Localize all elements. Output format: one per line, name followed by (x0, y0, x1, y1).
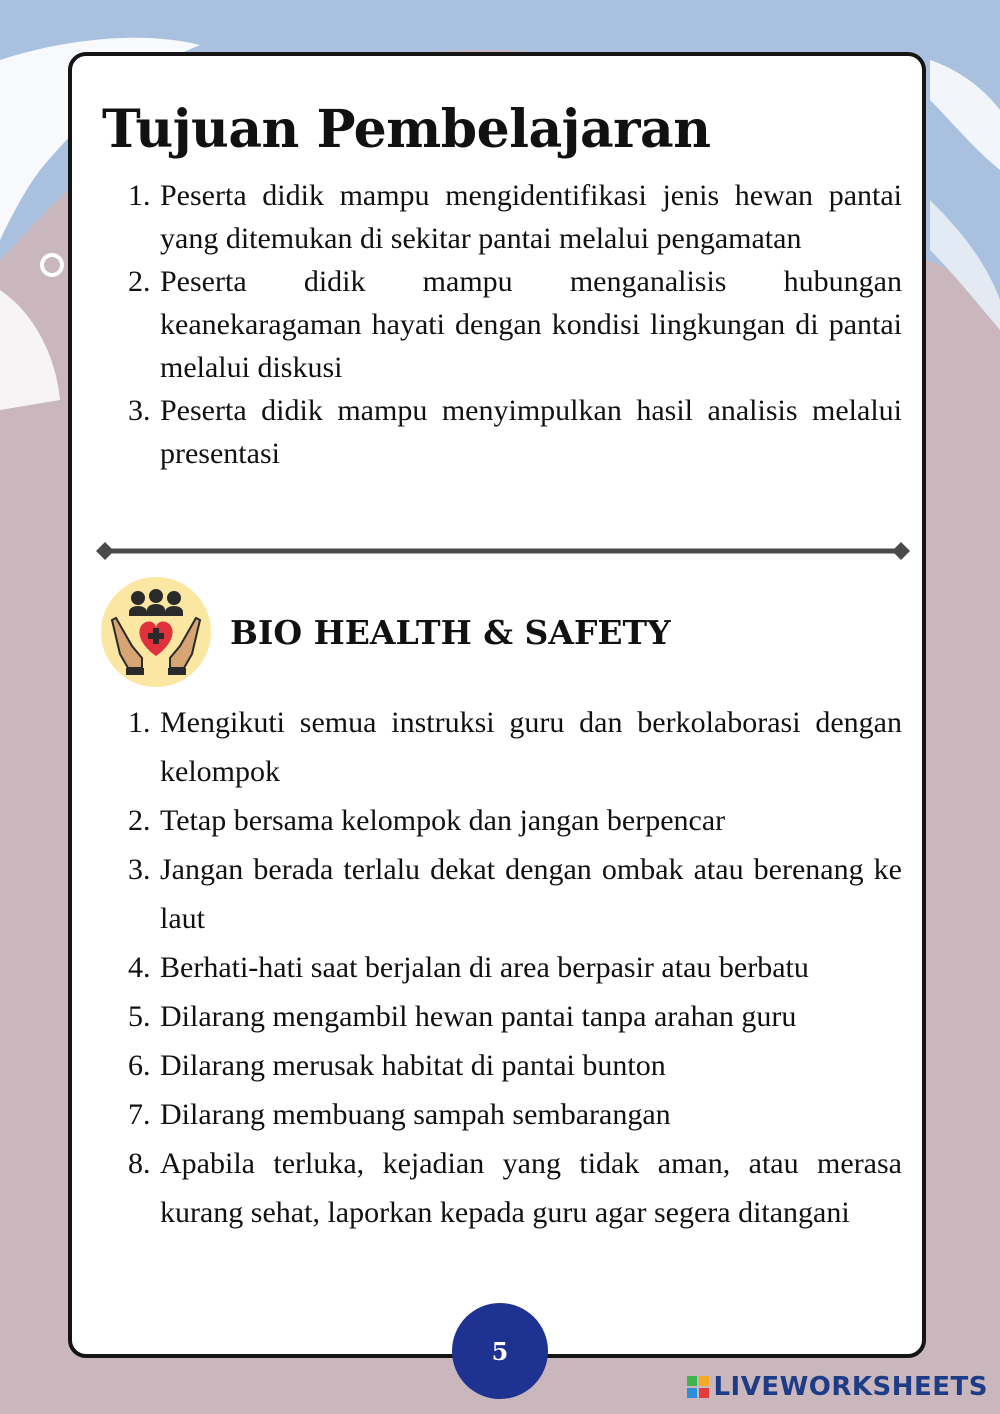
list-number: 1. (128, 179, 151, 212)
page-number: 5 (491, 1336, 509, 1366)
list-item (128, 174, 902, 260)
safety-rules-list (128, 698, 902, 1237)
list-text: Tetap bersama kelompok dan jangan berpencar (160, 804, 726, 837)
list-text: Apabila terluka, kejadian yang tidak aman, atau merasa kurang sehat, laporkan kepada guru agar segera ditangani (160, 1147, 902, 1229)
page-title: Tujuan Pembelajaran (102, 99, 711, 160)
list-item (128, 845, 902, 943)
list-number: 2. (128, 804, 151, 837)
list-text: Mengikuti semua instruksi guru dan berkolaborasi dengan kelompok (160, 706, 902, 788)
list-item (128, 943, 902, 992)
list-item (128, 1090, 902, 1139)
list-number: 4. (128, 951, 151, 984)
health-care-hands-icon (100, 576, 212, 688)
watermark-text: LIVEWORKSHEETS (713, 1372, 988, 1402)
safety-title: BIO HEALTH & SAFETY (230, 613, 671, 652)
list-text: Jangan berada terlalu dekat dengan ombak atau berenang ke laut (160, 853, 902, 935)
list-text: Dilarang merusak habitat di pantai bunton (160, 1049, 666, 1082)
list-number: 8. (128, 1147, 151, 1180)
liveworksheets-watermark[interactable] (687, 1372, 988, 1402)
section-divider (96, 542, 910, 560)
list-number: 1. (128, 706, 151, 739)
list-item (128, 1139, 902, 1237)
list-item (128, 698, 902, 796)
list-text: Berhati-hati saat berjalan di area berpasir atau berbatu (160, 951, 809, 984)
list-text: Peserta didik mampu menyimpulkan hasil analisis melalui presentasi (160, 394, 902, 470)
list-item (128, 389, 902, 475)
list-text: Peserta didik mampu mengidentifikasi jenis hewan pantai yang ditemukan di sekitar pantai melalui pengamatan (160, 179, 902, 255)
page-number-badge (452, 1303, 548, 1399)
list-number: 5. (128, 1000, 151, 1033)
list-item (128, 796, 902, 845)
list-number: 6. (128, 1049, 151, 1082)
learning-goals-list (128, 174, 902, 475)
list-number: 3. (128, 394, 151, 427)
list-number: 2. (128, 265, 151, 298)
list-number: 7. (128, 1098, 151, 1131)
list-text: Peserta didik mampu menganalisis hubungan keanekaragaman hayati dengan kondisi lingkungan di pantai melalui diskusi (160, 265, 902, 384)
liveworksheets-logo-icon (687, 1376, 709, 1398)
list-item (128, 1041, 902, 1090)
list-number: 3. (128, 853, 151, 886)
list-text: Dilarang mengambil hewan pantai tanpa arahan guru (160, 1000, 797, 1033)
list-item (128, 992, 902, 1041)
content-card (68, 52, 926, 1358)
list-item (128, 260, 902, 389)
list-text: Dilarang membuang sampah sembarangan (160, 1098, 671, 1131)
